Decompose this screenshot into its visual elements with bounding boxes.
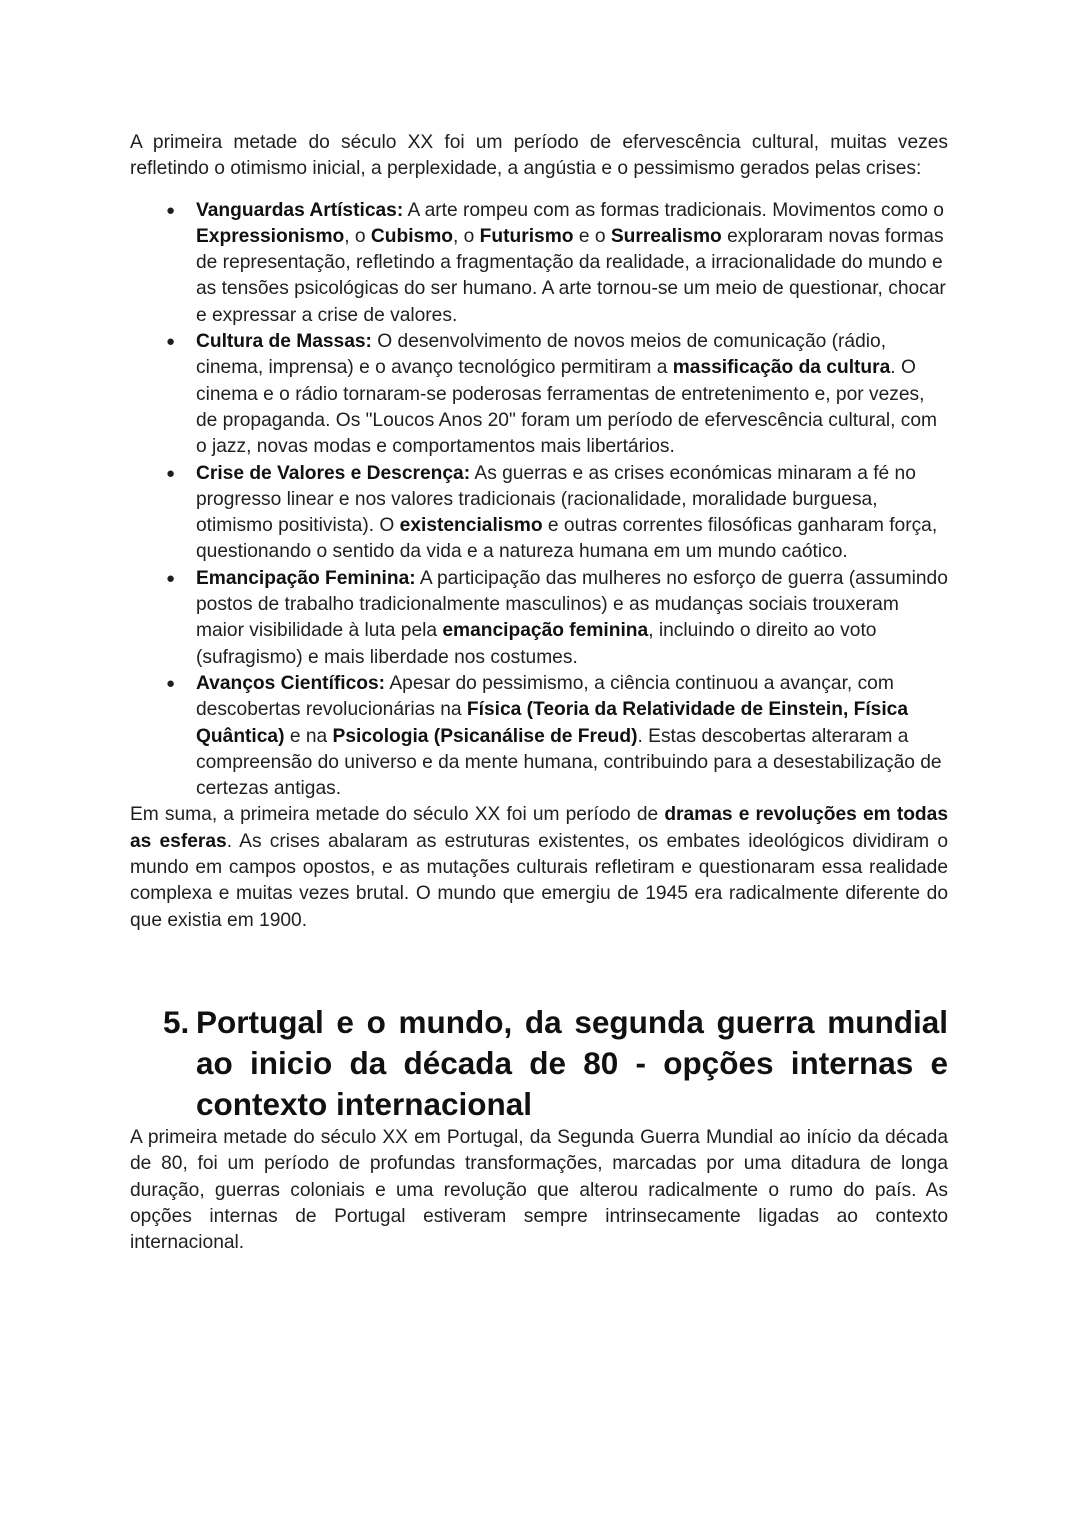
bold-text: Futurismo xyxy=(479,225,574,247)
bullet-item-avancos xyxy=(166,671,948,802)
text-run: . O cinema e o rádio tornaram-se poderosas ferramentas de entretenimento e, por vezes, de propaganda. Os "Loucos Anos 20" foram um período de efervescência cultural, com o jazz, novas modas e comportamentos mais libertários. xyxy=(196,357,938,458)
bold-text: Surrealismo xyxy=(610,225,722,247)
bullet-list xyxy=(130,198,948,803)
bold-text: Psicologia (Psicanálise de Freud) xyxy=(332,725,638,747)
bullet-dot-icon: ● xyxy=(166,464,176,482)
bold-text: Cultura de Massas: xyxy=(196,331,372,353)
bold-text: existencialismo xyxy=(399,515,543,537)
text-run: O desenvolvimento de novos meios de comunicação (rádio, cinema, imprensa) e o avanço tecnológico permitiram a xyxy=(196,331,887,379)
document-page xyxy=(130,130,948,1256)
text-run: Apesar do pessimismo, a ciência continuou a avançar, com descobertas revolucionárias na xyxy=(196,672,894,721)
bullet-dot-icon: ● xyxy=(166,201,176,219)
bullet-text xyxy=(196,673,942,799)
text-run: , o xyxy=(344,225,371,247)
bullet-item-vanguardas xyxy=(166,198,948,329)
bullet-dot-icon: ● xyxy=(166,333,176,351)
bullet-text xyxy=(196,331,937,457)
bullet-dot-icon: ● xyxy=(166,674,176,692)
bold-text: Cubismo xyxy=(370,225,453,247)
bullet-item-emancipacao xyxy=(166,566,948,671)
section-number: 5. xyxy=(163,1003,190,1040)
bold-text: Crise de Valores e Descrença: xyxy=(196,462,471,484)
bold-text: Expressionismo xyxy=(196,225,345,247)
bullet-item-cultura-massas xyxy=(166,329,948,460)
text-run: A participação das mulheres no esforço de guerra (assumindo postos de trabalho tradicionalmente masculinos) e as mudanças sociais trouxeram maior visibilidade à luta pela xyxy=(196,567,948,642)
text-run: . Estas descobertas alteraram a compreensão do universo e da mente humana, contribuindo para a desestabilização de certezas antigas. xyxy=(196,725,942,800)
bullet-text xyxy=(196,463,937,563)
text-run: e outras correntes filosóficas ganharam força, questionando o sentido da vida e a natureza humana em um mundo caótico. xyxy=(196,515,938,563)
bold-text: Vanguardas Artísticas: xyxy=(196,199,404,221)
bold-text: massificação da cultura xyxy=(672,357,891,379)
text-run: e o xyxy=(573,225,611,247)
text-run: A arte rompeu com as formas tradicionais. Movimentos como o xyxy=(403,199,944,221)
text-run: e na xyxy=(284,725,333,747)
bold-text: Física (Teoria da Relatividade de Einstein, Física Quântica) xyxy=(196,699,909,747)
section-title: Portugal e o mundo, da segunda guerra mundial ao inicio da década de 80 - opções internas e contexto internacional xyxy=(196,1003,948,1122)
text-run: , o xyxy=(453,225,480,247)
bullet-item-crise-valores xyxy=(166,461,948,566)
intro-paragraph: A primeira metade do século XX foi um período de efervescência cultural, muitas vezes refletindo o otimismo inicial, a perplexidade, a angústia e o pessimismo gerados pelas crises: xyxy=(130,132,948,180)
text-run: exploraram novas formas de representação, refletindo a fragmentação da realidade, a irracionalidade do mundo e as tensões psicológicas do ser humano. A arte tornou-se um meio de questionar, chocar e expressar a crise de valores. xyxy=(196,225,946,326)
bold-text: Emancipação Feminina: xyxy=(196,567,416,589)
bullet-dot-icon: ● xyxy=(166,569,176,587)
bullet-text xyxy=(196,200,946,326)
bold-text: emancipação feminina xyxy=(442,620,649,642)
summary-paragraph xyxy=(130,802,948,933)
text-run: , incluindo o direito ao voto (sufragismo) e mais liberdade nos costumes. xyxy=(196,620,877,668)
text-run: . As crises abalaram as estruturas existentes, os embates ideológicos dividiram o mundo em campos opostos, e as mutações culturais refletiram e questionaram essa realidade complexa e muitas vezes brutal. O mundo que emergiu de 1945 era radicalmente diferente do que existia em 1900. xyxy=(130,830,949,931)
section-intro-paragraph: A primeira metade do século XX em Portugal, da Segunda Guerra Mundial ao início da década de 80, foi um período de profundas transformações, marcadas por uma ditadura de longa duração, guerras coloniais e uma revolução que alterou radicalmente o rumo do país. As opções internas de Portugal estiveram sempre intrinsecamente ligadas ao contexto internacional. xyxy=(130,1126,948,1254)
bullet-text xyxy=(196,568,948,668)
text-run: As guerras e as crises económicas minaram a fé no progresso linear e nos valores tradicionais (racionalidade, moralidade burguesa, otimismo positivista). O xyxy=(196,462,916,537)
section-heading xyxy=(163,1002,948,1125)
bold-text: dramas e revoluções em todas as esferas xyxy=(130,804,948,852)
bold-text: Avanços Científicos: xyxy=(196,672,386,694)
text-run: Em suma, a primeira metade do século XX foi um período de xyxy=(130,804,665,826)
